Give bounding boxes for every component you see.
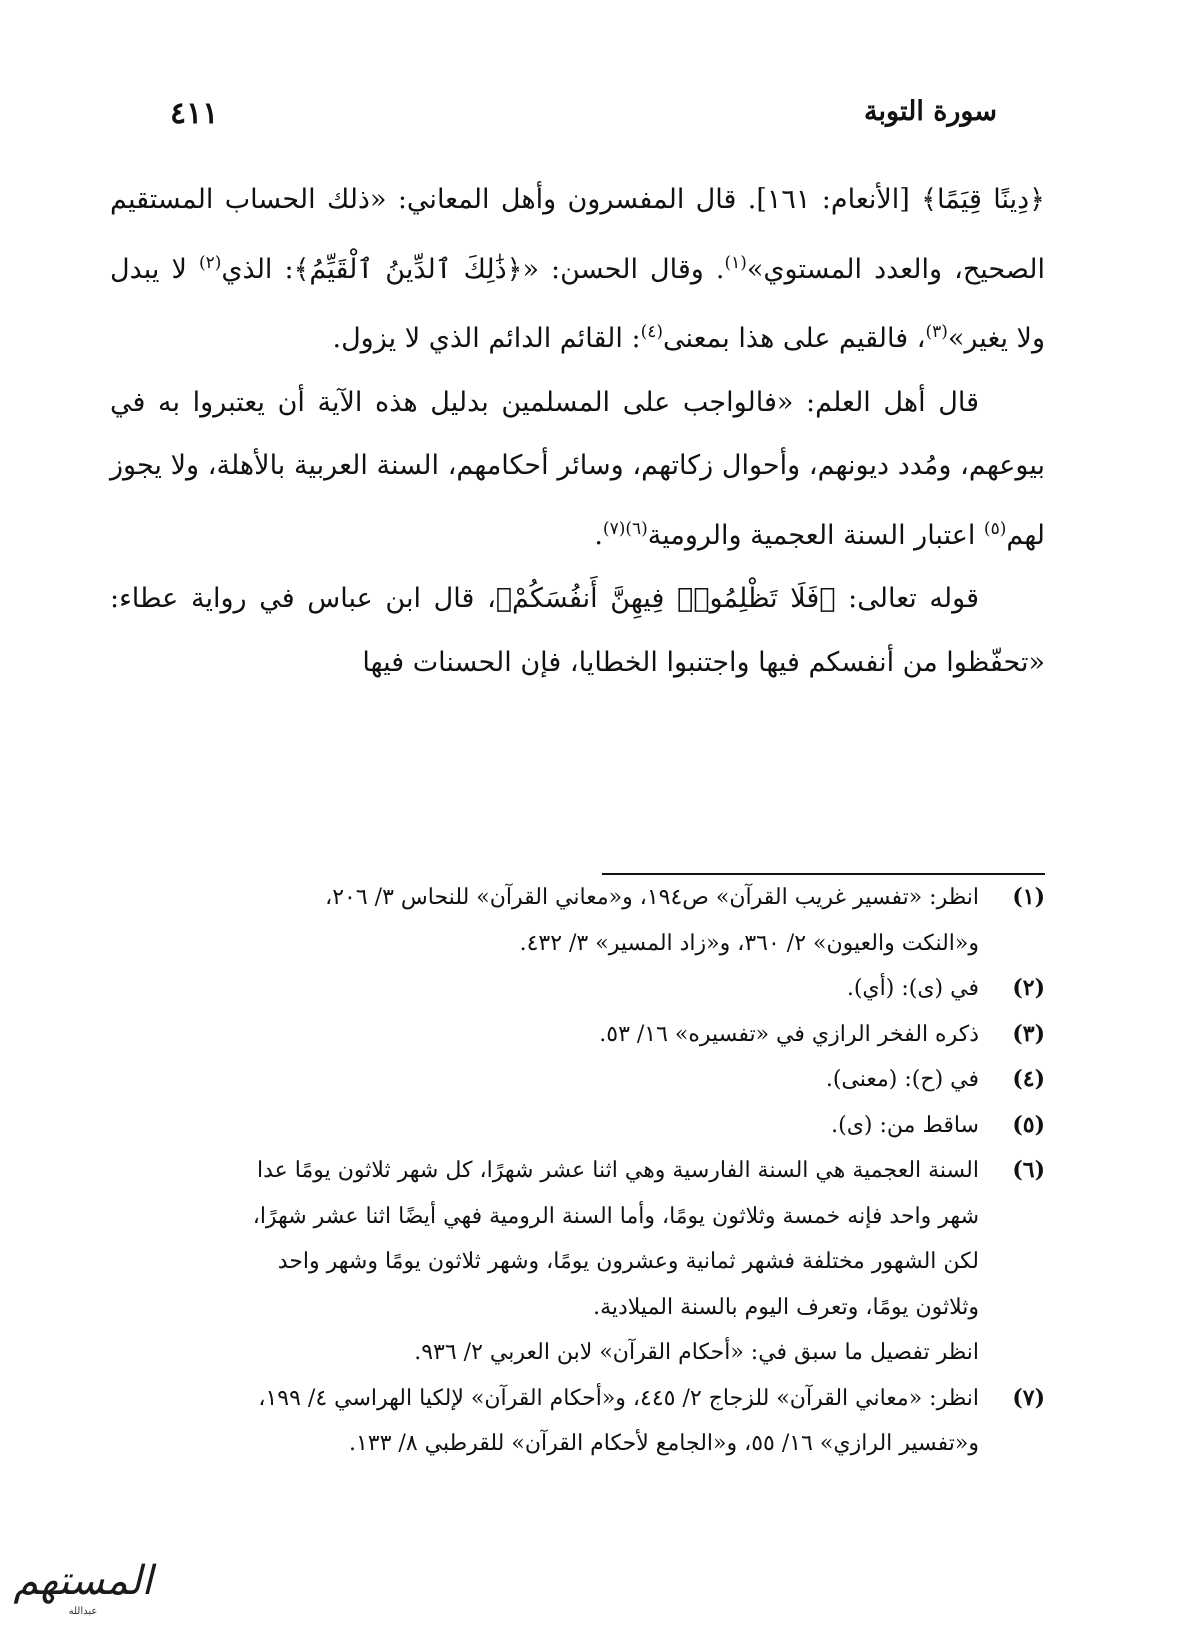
footnote-ref[interactable]: (٢) xyxy=(198,252,222,273)
footnote-4 xyxy=(110,1057,1045,1103)
text-line: : القائم الدائم الذي لا يزول. xyxy=(332,323,641,354)
footnote-line: ذكره الفخر الرازي في «تفسيره» ١٦/ ٥٣. xyxy=(599,1021,979,1047)
footnote-1 xyxy=(110,875,1045,966)
text-line: ﴿دِينًا قِيَمًا﴾ [الأنعام: ١٦١]. قال المفسرون وأهل المعاني: «ذلك xyxy=(326,184,1045,215)
watermark-small-text: عبدالله xyxy=(68,1606,98,1617)
footnote-line: وثلاثون يومًا، وتعرف اليوم بالسنة الميلادية. xyxy=(593,1294,979,1320)
footnote-line: السنة العجمية هي السنة الفارسية وهي اثنا عشر شهرًا، كل شهر ثلاثون يومًا عدا xyxy=(257,1158,979,1183)
text-line: اعتبار السنة العجمية xyxy=(750,519,984,551)
text-line: «﴿ذَٰلِكَ ٱلدِّينُ ٱلْقَيِّمُ﴾: الذي xyxy=(221,253,539,285)
text-line: الحساب المستقيم الصحيح، والعدد المستوي» xyxy=(110,184,1045,285)
footnote-ref[interactable]: (٤) xyxy=(640,322,663,342)
text-line: والرومية xyxy=(647,519,742,551)
footnote-line: ساقط من: (ى). xyxy=(831,1112,979,1138)
text-line: ، فالقيم على هذا xyxy=(738,323,926,354)
footnote-number: (٧) xyxy=(1012,1384,1045,1411)
text-line: لا يبدل ولا يغير» xyxy=(110,253,1045,354)
footnote-6 xyxy=(110,1148,1045,1376)
watermark-logo-text: المستهم xyxy=(13,1558,153,1604)
footnote-line: في (ى): (أي). xyxy=(846,976,979,1001)
footnote-number: (٣) xyxy=(1012,1020,1045,1047)
footnote-ref[interactable]: (٣) xyxy=(925,322,948,342)
footnotes xyxy=(110,875,1045,1467)
footnote-number: (٦) xyxy=(1012,1157,1045,1183)
main-text xyxy=(110,168,1045,694)
paragraph-2 xyxy=(110,371,1045,568)
footnote-line: و«تفسير الرازي» ١٦/ ٥٥، و«الجامع لأحكام القرآن» للقرطبي ٨/ ١٣٣. xyxy=(348,1431,979,1456)
text-line: بمعنى xyxy=(662,323,730,354)
footnote-5 xyxy=(110,1103,1045,1149)
footnote-number: (٢) xyxy=(1012,975,1045,1001)
footnote-number: (٥) xyxy=(1012,1111,1045,1138)
text-line: أحكامهم، السنة العربية بالأهلة، ولا يجوز لهم xyxy=(110,450,1045,551)
footnote-number: (٤) xyxy=(1012,1066,1045,1092)
footnote-line: لكن الشهور مختلفة فشهر ثمانية وعشرون يومًا، وشهر ثلاثون يومًا وشهر واحد xyxy=(277,1249,979,1274)
text-line: عطاء: «تحفّظوا من أنفسكم فيها واجتنبوا الخطايا، فإن الحسنات فيها xyxy=(110,583,1045,678)
footnote-line: انظر: «معاني القرآن» للزجاج ٢/ ٤٤٥، و«أحكام القرآن» لإلكيا الهراسي ٤/ ١٩٩، xyxy=(258,1385,979,1411)
footnote-line: انظر: «تفسير غريب القرآن» ص١٩٤، و«معاني القرآن» للنحاس ٣/ ٢٠٦، xyxy=(325,885,979,910)
page-number: ٤١١ xyxy=(170,96,219,131)
footnote-line: في (ح): (معنى). xyxy=(825,1067,979,1092)
text-line: قوله تعالى: ﴿فَلَا تَظْلِمُوا۟ فِيهِنَّ أَنفُسَكُمْ﴾، قال ابن عباس في رواية xyxy=(190,583,979,614)
footnote-line: و«النكت والعيون» ٢/ ٣٦٠، و«زاد المسير» ٣/ ٤٣٢. xyxy=(519,930,979,956)
surah-title: سورة التوبة xyxy=(864,96,997,127)
paragraph-3 xyxy=(110,567,1045,694)
footnote-3 xyxy=(110,1012,1045,1058)
footnote-2 xyxy=(110,966,1045,1012)
text-line: قال أهل العلم: «فالواجب على المسلمين بدليل هذه الآية أن xyxy=(277,386,979,418)
footnote-ref[interactable]: (٦)(٧) xyxy=(602,518,648,539)
paragraph-1 xyxy=(110,168,1045,371)
footnote-7 xyxy=(110,1376,1045,1467)
text-line: . وقال الحسن: xyxy=(551,253,725,285)
text-line: . xyxy=(594,519,603,551)
text-line: يعتبروا به في بيوعهم، ومُدد ديونهم، وأحوال زكاتهم، وسائر xyxy=(110,386,1045,481)
footnote-ref[interactable]: (١) xyxy=(724,252,747,273)
footnote-ref[interactable]: (٥) xyxy=(983,518,1007,539)
page-header xyxy=(170,96,997,136)
footnote-number: (١) xyxy=(1012,884,1045,910)
footnote-line: انظر تفصيل ما سبق في: «أحكام القرآن» لابن العربي ٢/ ٩٣٦. xyxy=(414,1340,979,1365)
watermark-logo xyxy=(8,1557,158,1637)
footnote-line: شهر واحد فإنه خمسة وثلاثون يومًا، وأما السنة الرومية فهي أيضًا اثنا عشر شهرًا، xyxy=(252,1203,979,1229)
